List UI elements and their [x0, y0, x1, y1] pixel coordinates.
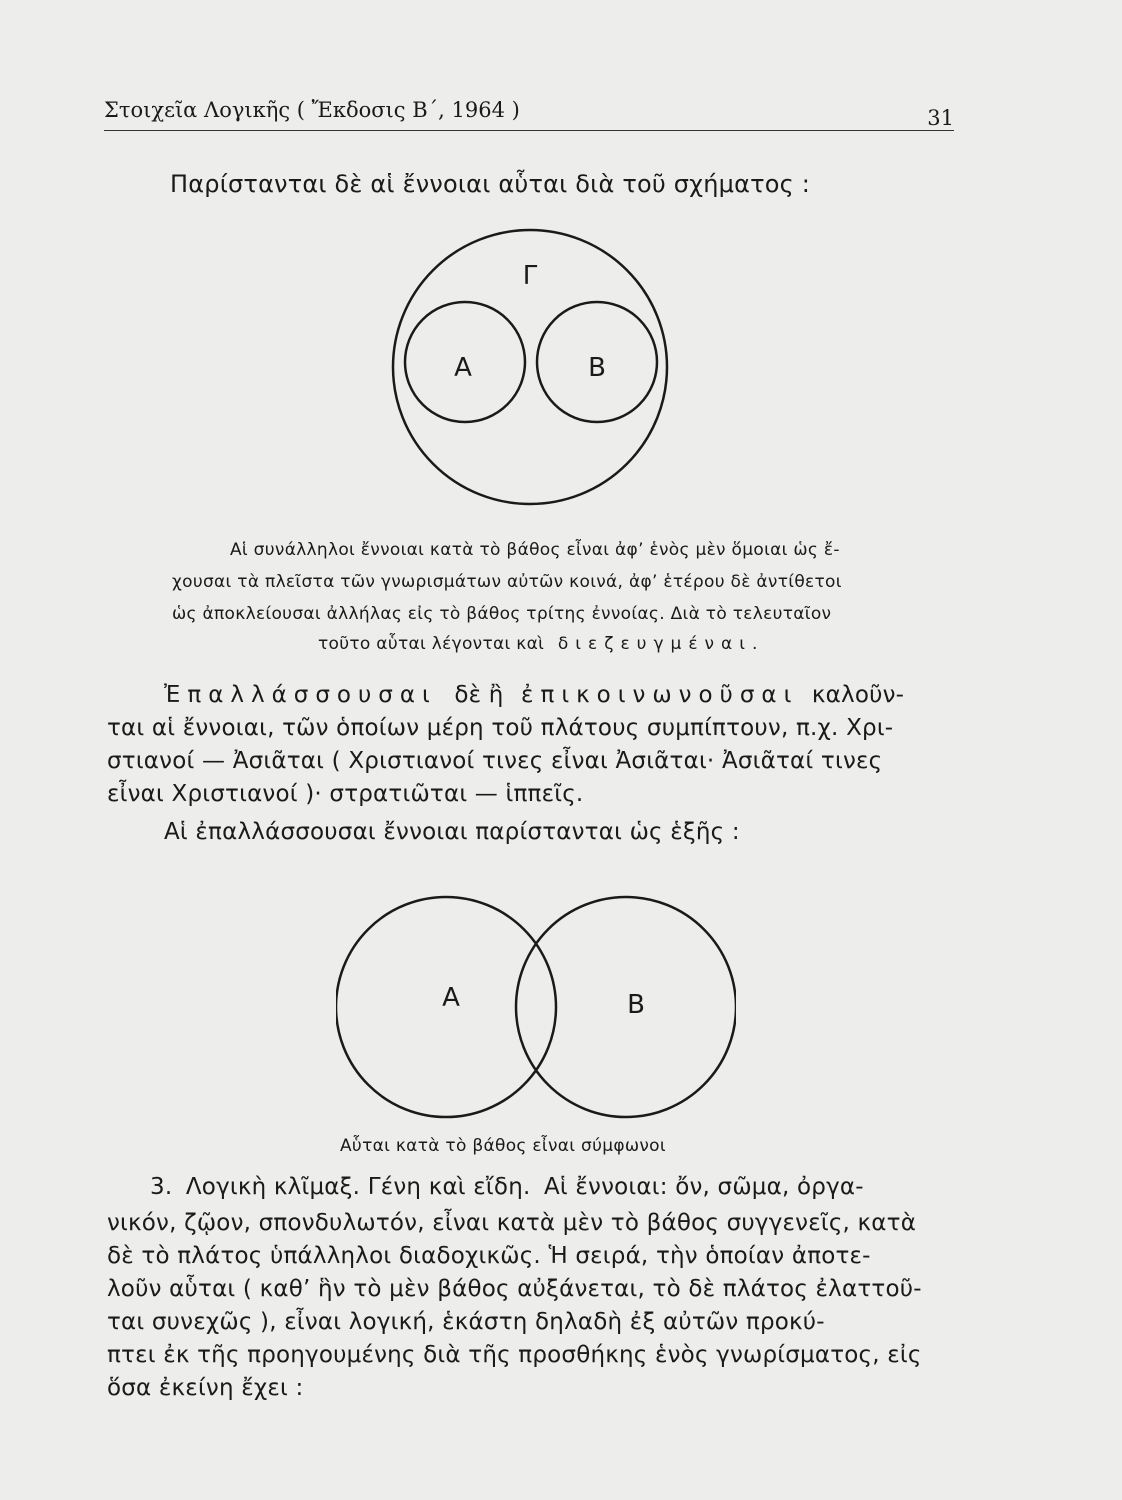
section-3-heading: Λογικὴ κλῖμαξ. Γένη καὶ εἴδη. — [185, 1174, 531, 1200]
label-a: Α — [454, 353, 472, 383]
section-3-line-3: δὲ τὸ πλάτος ὑπάλληλοι διαδοχικῶς. Ἡ σειρά, τὴν ὁποίαν ἀποτε- — [107, 1243, 871, 1269]
section-3-line-6: πτει ἐκ τῆς προηγουμένης διὰ τῆς προσθήκης ἑνὸς γνωρίσματος, εἰς — [107, 1342, 922, 1368]
caption-1-line-3: ὡς ἀποκλείουσαι ἀλλήλας εἰς τὸ βάθος τρίτης ἐννοίας. Διὰ τὸ τελευταῖον — [172, 604, 832, 624]
section-3-number: 3. — [150, 1174, 173, 1200]
caption-1-spaced-word: διεζευγμέναι. — [557, 634, 765, 654]
page-number: 31 — [927, 106, 954, 130]
running-header — [104, 94, 954, 131]
circle-b — [516, 897, 736, 1117]
paragraph-overlapping-line-1 — [164, 682, 904, 708]
paragraph-overlapping-line-3: στιανοί — Ἀσιᾶται ( Χριστιανοί τινες εἶναι Ἀσιᾶται· Ἀσιᾶταί τινες — [107, 748, 883, 774]
section-3-line-1-rest: Αἱ ἔννοιαι: ὄν, σῶμα, ὀργα- — [544, 1174, 864, 1200]
label-b: Β — [588, 353, 606, 383]
intro-line: Παρίστανται δὲ αἱ ἔννοιαι αὗται διὰ τοῦ σχήματος : — [170, 170, 811, 198]
term-communicating: ἐπικοινωνοῦσαι — [521, 682, 799, 708]
paragraph-overlapping-intro: Αἱ ἐπαλλάσσουσαι ἔννοιαι παρίστανται ὡς ἑξῆς : — [164, 819, 740, 845]
book-title: Στοιχεῖα Λογικῆς ( Ἔκδοσις Β΄, 1964 ) — [104, 98, 520, 122]
figure-overlapping-concepts — [336, 890, 736, 1134]
paragraph-overlapping-line-1-end: καλοῦν- — [811, 682, 905, 708]
section-3-line-5: ται συνεχῶς ), εἶναι λογική, ἑκάστη δηλαδὴ ἐξ αὐτῶν προκύ- — [107, 1309, 825, 1335]
caption-2: Αὗται κατὰ τὸ βάθος εἶναι σύμφωνοι — [340, 1136, 666, 1156]
paragraph-overlapping-line-4: εἶναι Χριστιανοί )· στρατιῶται — ἱππεῖς. — [107, 781, 584, 807]
label-a: Α — [442, 983, 460, 1013]
paragraph-overlapping-line-2: ται αἱ ἔννοιαι, τῶν ὁποίων μέρη τοῦ πλάτους συμπίπτουν, π.χ. Χρι- — [107, 715, 894, 741]
label-b: Β — [627, 990, 645, 1020]
section-3-line-1 — [150, 1174, 864, 1200]
caption-1-line-1: Αἱ συνάλληλοι ἔννοιαι κατὰ τὸ βάθος εἶναι ἀφ’ ἑνὸς μὲν ὅμοιαι ὡς ἔ- — [230, 540, 840, 560]
figure-disjoint-concepts — [385, 222, 675, 516]
section-3-line-7: ὅσα ἐκείνη ἔχει : — [107, 1375, 304, 1401]
caption-1-line-4 — [318, 634, 764, 654]
paragraph-overlapping-connector: δὲ ἢ — [454, 682, 504, 708]
term-overlapping: Ἐπαλλάσσουσαι — [164, 682, 437, 708]
caption-1-line-2: χουσαι τὰ πλεῖστα τῶν γνωρισμάτων αὐτῶν κοινά, ἀφ’ ἑτέρου δὲ ἀντίθετοι — [172, 572, 842, 592]
label-gamma: Γ — [522, 261, 538, 291]
caption-1-line-4-text: τοῦτο αὗται λέγονται καὶ — [318, 634, 545, 654]
section-3-line-2: νικόν, ζῷον, σπονδυλωτόν, εἶναι κατὰ μὲν τὸ βάθος συγγενεῖς, κατὰ — [107, 1210, 917, 1236]
section-3-line-4: λοῦν αὗται ( καθ’ ἣν τὸ μὲν βάθος αὐξάνεται, τὸ δὲ πλάτος ἐλαττοῦ- — [107, 1276, 922, 1302]
